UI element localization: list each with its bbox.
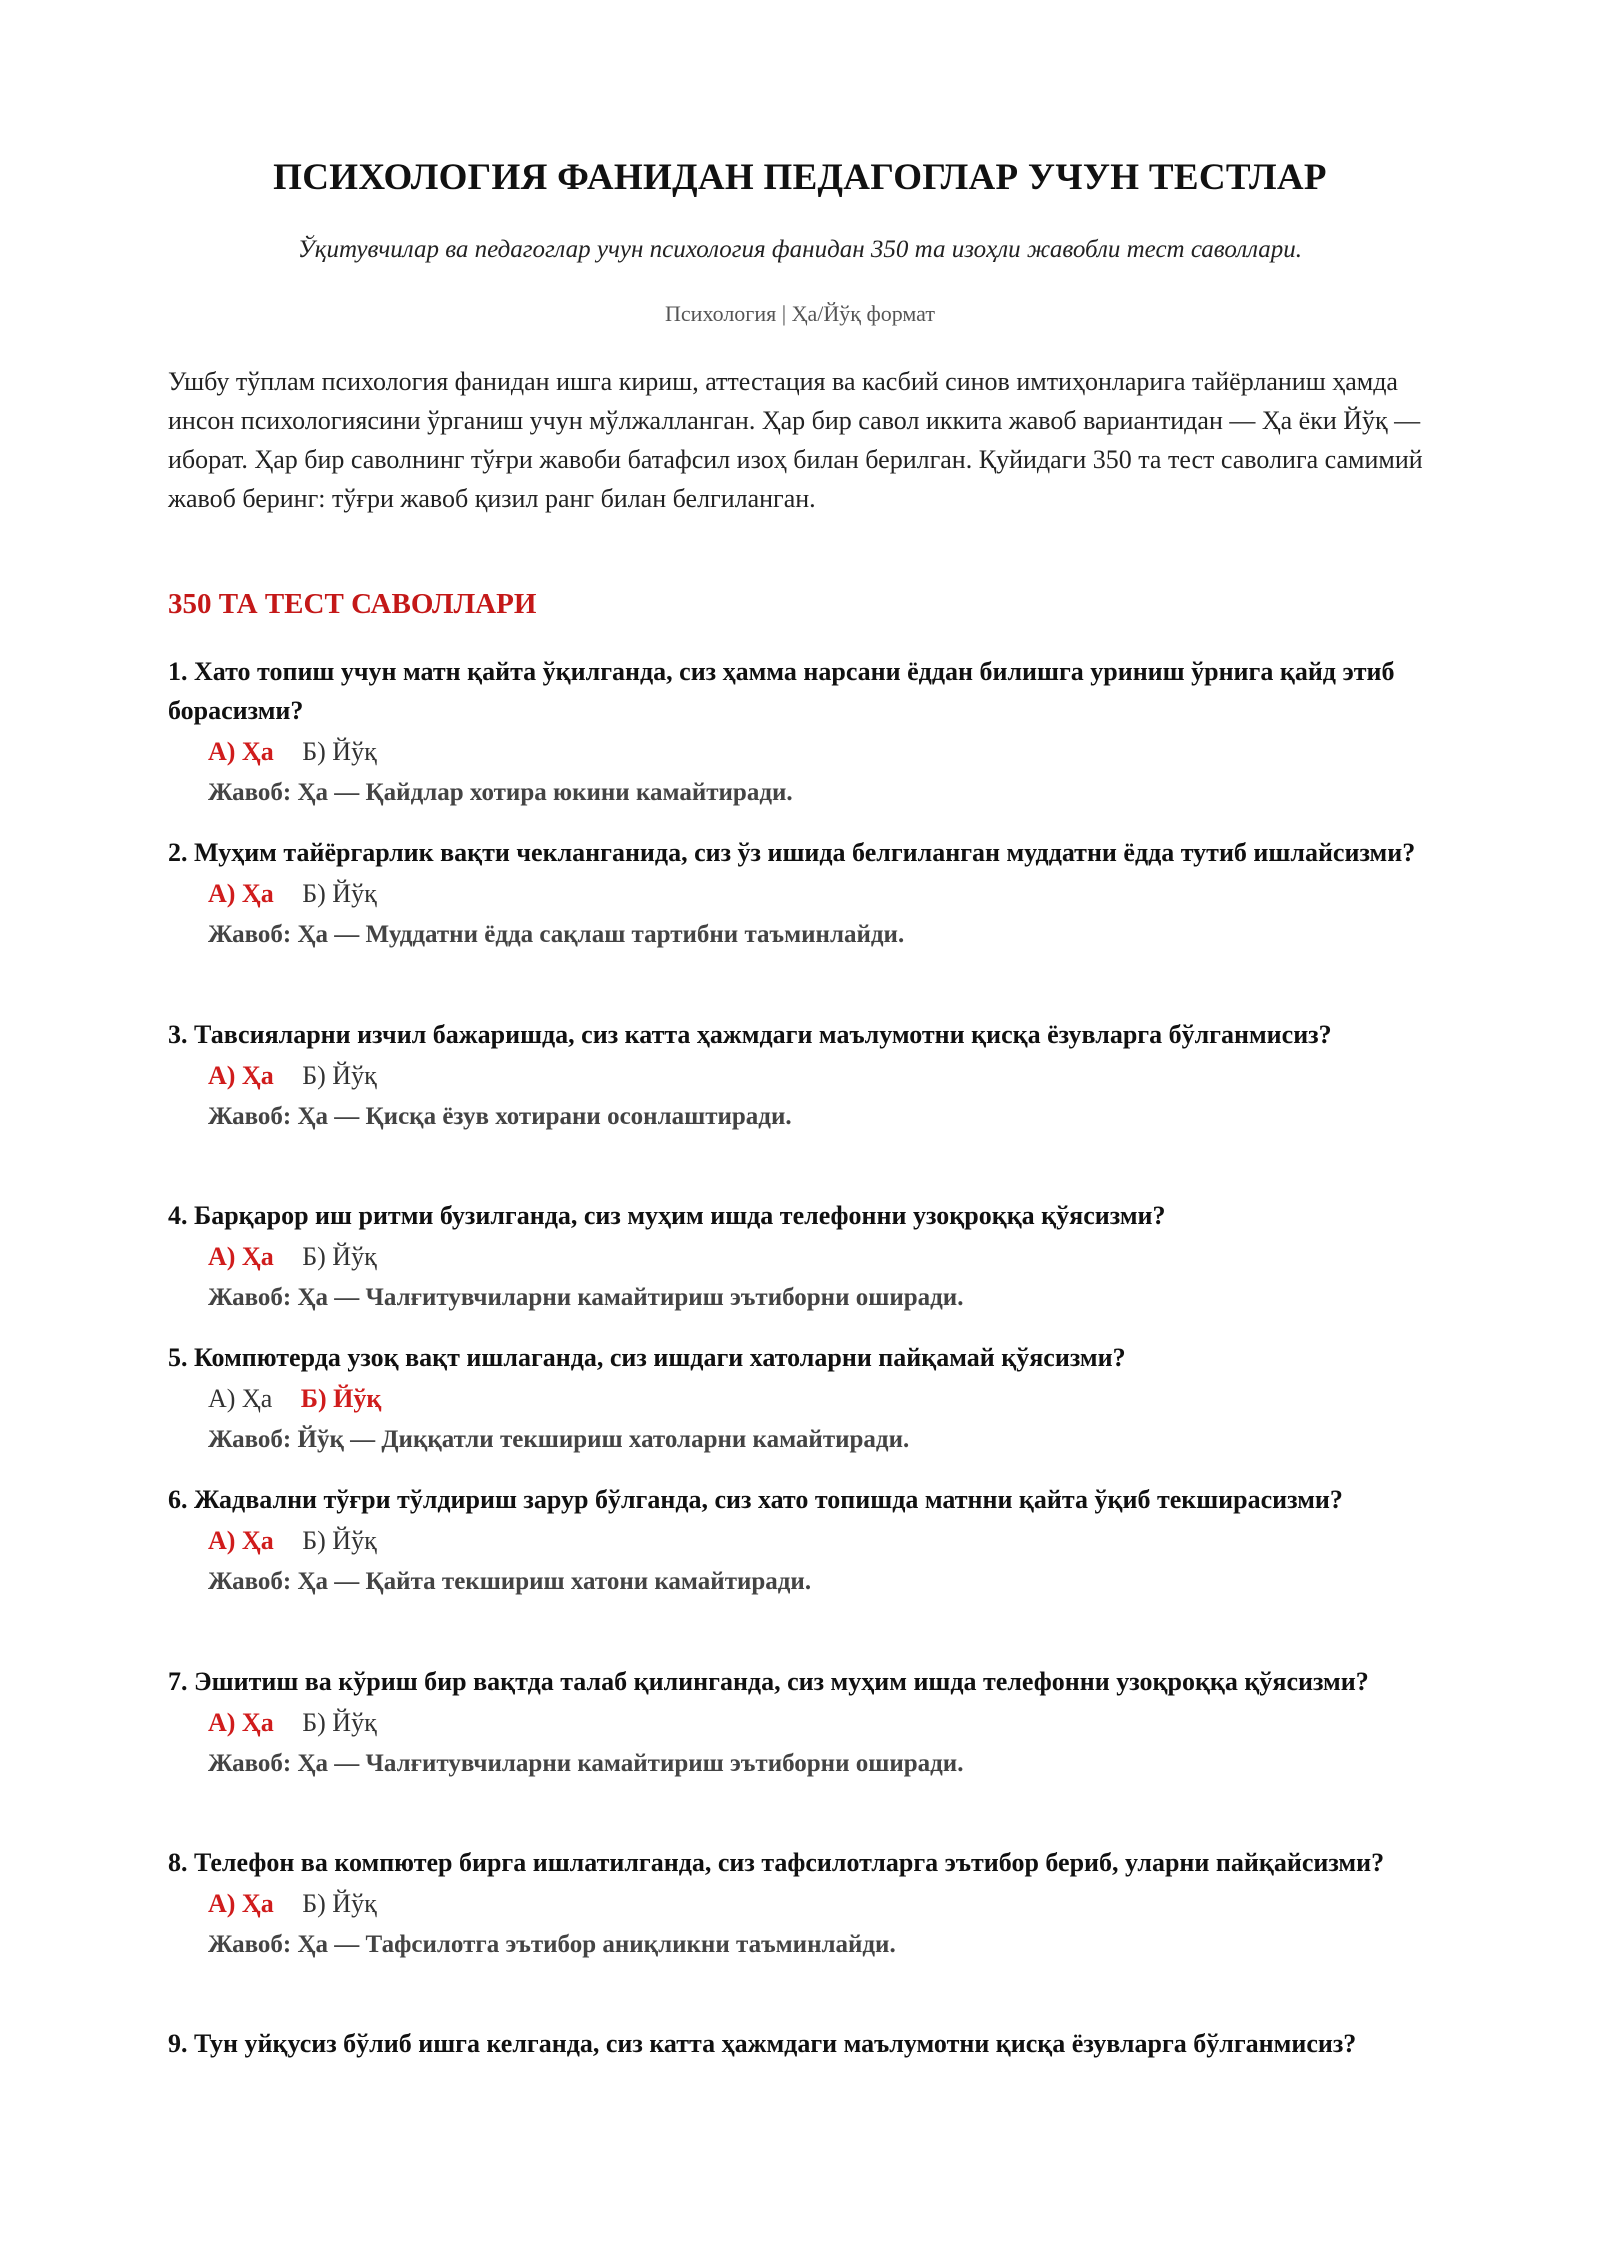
question-item (168, 1338, 1448, 1458)
section-title: 350 ТА ТЕСТ САВОЛЛАРИ (168, 588, 537, 620)
intro-paragraph: Ушбу тўплам психология фанидан ишга кириш, аттестация ва касбий синов имтиҳонларига тайёрланиш ҳамда инсон психологиясини ўрганиш учун мўлжалланган. Ҳар бир савол иккита жавоб вариантидан — Ҳа ёки Йўқ — иборат. Ҳар бир саволнинг тўғри жавоби батафсил изоҳ билан берилган. Қуйидаги 350 та тест саволига самимий жавоб беринг: тўғри жавоб қизил ранг билан белгиланган. (168, 367, 1423, 513)
option-b: Б) Йўқ (302, 1242, 377, 1271)
question-options (208, 1704, 1448, 1742)
answer-explanation: Жавоб: Ҳа — Қисқа ёзув хотирани осонлаштиради. (208, 1103, 792, 1130)
answer-explanation: Жавоб: Йўқ — Диққатли текшириш хатоларни камайтиради. (208, 1426, 910, 1453)
option-b: Б) Йўқ (302, 1061, 377, 1090)
question-text: 8. Телефон ва компютер бирга ишлатилганда, сиз тафсилотларга эътибор бериб, уларни пайқайсизми? (168, 1848, 1385, 1877)
question-item (168, 2024, 1448, 2063)
option-a: А) Ҳа (208, 1708, 274, 1737)
option-a: А) Ҳа (208, 1384, 273, 1413)
question-options (208, 1380, 1448, 1418)
question-item (168, 1662, 1448, 1782)
question-text: 2. Муҳим тайёргарлик вақти чекланганида, сиз ўз ишида белгиланган муддатни ёдда тутиб ишлайсизми? (168, 838, 1416, 867)
question-text: 6. Жадвални тўғри тўлдириш зарур бўлганда, сиз хато топишда матнни қайта ўқиб текширасизми? (168, 1485, 1343, 1514)
question-item (168, 1015, 1448, 1135)
option-b: Б) Йўқ (302, 1526, 377, 1555)
answer-explanation: Жавоб: Ҳа — Қайдлар хотира юкини камайтиради. (208, 779, 793, 806)
answer-explanation: Жавоб: Ҳа — Чалғитувчиларни камайтириш эътиборни оширади. (208, 1284, 964, 1311)
option-a: А) Ҳа (208, 1526, 274, 1555)
document-subtitle: Ўқитувчилар ва педагоглар учун психология фанидан 350 та изоҳли жавобли тест саволлари. (297, 236, 1303, 263)
option-a: А) Ҳа (208, 1061, 274, 1090)
question-text: 5. Компютерда узоқ вақт ишлаганда, сиз ишдаги хатоларни пайқамай қўясизми? (168, 1343, 1126, 1372)
question-text: 3. Тавсияларни изчил бажаришда, сиз катта ҳажмдаги маълумотни қисқа ёзувларга бўлганмисиз? (168, 1020, 1332, 1049)
document-title: ПСИХОЛОГИЯ ФАНИДАН ПЕДАГОГЛАР УЧУН ТЕСТЛАР (273, 157, 1327, 198)
question-item (168, 833, 1448, 953)
option-b: Б) Йўқ (302, 879, 377, 908)
question-text: 1. Хато топиш учун матн қайта ўқилганда, сиз ҳамма нарсани ёддан билишга уриниш ўрнига қайд этиб борасизми? (168, 657, 1395, 725)
option-a: А) Ҳа (208, 879, 274, 908)
document-meta: Психология | Ҳа/Йўқ формат (665, 301, 935, 326)
option-b: Б) Йўқ (302, 1889, 377, 1918)
question-item (168, 1843, 1448, 1963)
question-text: 9. Тун уйқусиз бўлиб ишга келганда, сиз катта ҳажмдаги маълумотни қисқа ёзувларга бўлганмисиз? (168, 2029, 1357, 2058)
option-a: А) Ҳа (208, 737, 274, 766)
question-options (208, 1522, 1448, 1560)
option-b: Б) Йўқ (302, 737, 377, 766)
option-b: Б) Йўқ (302, 1708, 377, 1737)
question-options (208, 1885, 1448, 1923)
question-text: 7. Эшитиш ва кўриш бир вақтда талаб қилинганда, сиз муҳим ишда телефонни узоқроққа қўясизми? (168, 1667, 1369, 1696)
answer-explanation: Жавоб: Ҳа — Чалғитувчиларни камайтириш эътиборни оширади. (208, 1750, 964, 1777)
question-options (208, 1057, 1448, 1095)
option-a: А) Ҳа (208, 1889, 274, 1918)
answer-explanation: Жавоб: Ҳа — Қайта текшириш хатони камайтиради. (208, 1568, 812, 1595)
answer-explanation: Жавоб: Ҳа — Муддатни ёдда сақлаш тартибни таъминлайди. (208, 921, 905, 948)
question-item (168, 1196, 1448, 1316)
question-options (208, 1238, 1448, 1276)
question-options (208, 733, 1448, 771)
question-options (208, 875, 1448, 913)
question-item (168, 652, 1448, 811)
question-item (168, 1480, 1448, 1600)
question-text: 4. Барқарор иш ритми бузилганда, сиз муҳим ишда телефонни узоқроққа қўясизми? (168, 1201, 1166, 1230)
option-a: А) Ҳа (208, 1242, 274, 1271)
option-b: Б) Йўқ (300, 1384, 382, 1413)
answer-explanation: Жавоб: Ҳа — Тафсилотга эътибор аниқликни таъминлайди. (208, 1931, 896, 1958)
